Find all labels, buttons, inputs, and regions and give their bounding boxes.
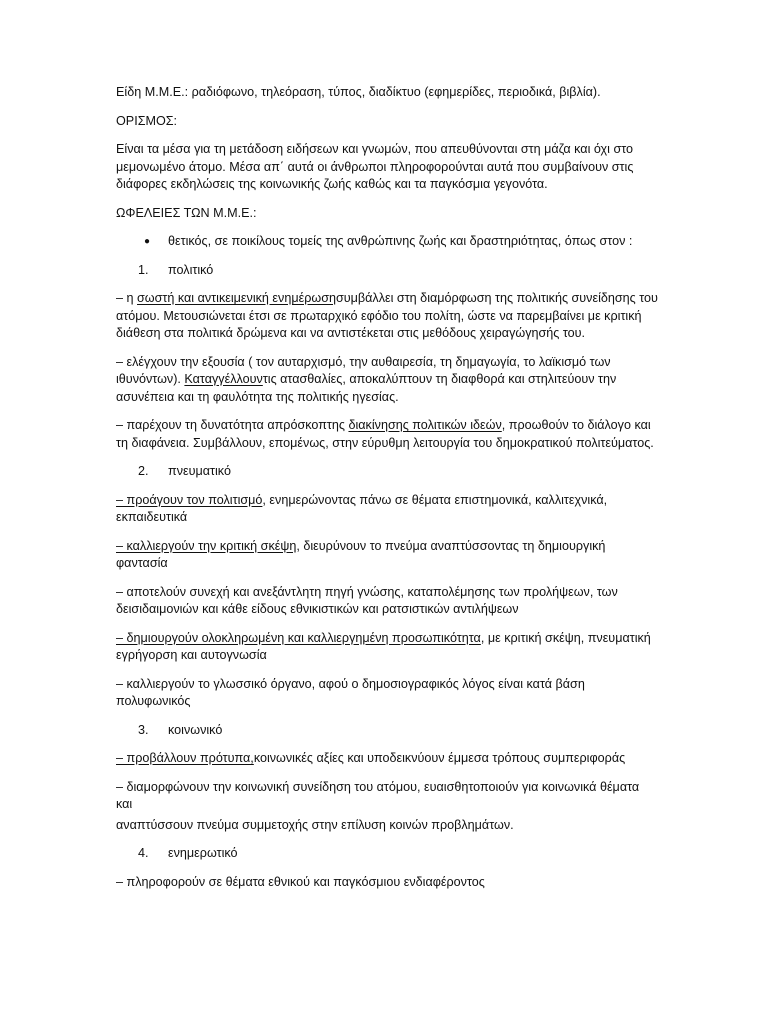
- section-title: πολιτικό: [168, 262, 214, 277]
- text-run: , ενημερώνοντας πάνω σε θέματα επιστημονικά, καλλιτεχνικά, εκπαιδευτικά: [116, 492, 608, 524]
- social-paragraph-3: αναπτύσσουν πνεύμα συμμετοχής στην επίλυση κοινών προβλημάτων.: [116, 817, 514, 832]
- text-run: – η: [116, 291, 138, 305]
- underlined-phrase: σωστή και αντικειμενική ενημέρωση: [137, 291, 336, 305]
- spiritual-paragraph-2: [116, 538, 658, 573]
- section-number: 2.: [138, 464, 149, 478]
- benefits-bullet-item: [116, 233, 658, 251]
- underlined-phrase: – δημιουργούν ολοκληρωμένη και καλλιεργημένη προσωπικότητα: [116, 630, 481, 645]
- section-title: πνευματικό: [168, 464, 231, 478]
- section-title: κοινωνικό: [168, 722, 223, 737]
- underlined-phrase: διακίνησης πολιτικών ιδεών: [348, 418, 502, 432]
- text-run: συμβάλλει στη διαμόρφωση της πολιτικής συνείδησης του ατόμου. Μετουσιώνεται έτσι σε πρωταρχικό εφόδιο του πολίτη, ώστε να παρεμβαίνει με κριτική διάθεση στα πολιτικά δρώμενα και να αντιστέκεται στις μεθόδους χειραγώγησής του.: [116, 291, 658, 340]
- section-heading-social: [116, 722, 658, 740]
- text-run: – παρέχουν τη δυνατότητα απρόσκοπτης: [116, 418, 349, 432]
- underlined-phrase: – προάγουν τον πολιτισμό: [116, 492, 263, 507]
- section-title: ενημερωτικό: [168, 846, 238, 860]
- text-run: – ελέγχουν την εξουσία ( τον αυταρχισμό, την αυθαιρεσία, τη δημαγωγία, το λαϊκισμό των ιθυνόντων).: [116, 354, 611, 386]
- social-paragraph-2: – διαμορφώνουν την κοινωνική συνείδηση του ατόμου, ευαισθητοποιούν για κοινωνικά θέματα και: [116, 779, 640, 811]
- section-number: 4.: [138, 846, 149, 860]
- spiritual-paragraph-3: – αποτελούν συνεχή και ανεξάντλητη πηγή γνώσης, καταπολέμησης των προλήψεων, των δεισιδαιμονιών και κάθε είδους εθνικιστικών και ρατσιστικών αντιλήψεων: [116, 584, 618, 616]
- spiritual-paragraph-1: [116, 492, 658, 527]
- text-run: τις ατασθαλίες, αποκαλύπτουν τη διαφθορά και στηλιτεύουν την ασυνέπεια και τη φαυλότητα της πολιτικής ηγεσίας.: [116, 372, 617, 404]
- political-paragraph-3: [116, 417, 658, 452]
- underlined-phrase: Καταγγέλλουν: [184, 372, 263, 386]
- section-number: 1.: [138, 262, 149, 277]
- section-heading-spiritual: [116, 463, 658, 481]
- text-run: , διευρύνουν το πνεύμα αναπτύσσοντας τη δημιουργική φαντασία: [116, 538, 606, 570]
- underlined-phrase: – καλλιεργούν την κριτική σκέψη: [116, 538, 297, 553]
- section-number: 3.: [138, 722, 149, 737]
- political-paragraph-2: [116, 354, 658, 407]
- spiritual-paragraph-5: – καλλιεργούν το γλωσσικό όργανο, αφού ο δημοσιογραφικός λόγος είναι κατά βάση πολυφωνικός: [116, 676, 585, 708]
- political-paragraph-1: [116, 290, 658, 343]
- text-run: , προωθούν το διάλογο και τη διαφάνεια. Συμβάλλουν, επομένως, στην εύρυθμη λειτουργία του δημοκρατικού πολιτεύματος.: [116, 418, 654, 450]
- social-paragraph-1: [116, 750, 658, 768]
- benefits-heading: ΩΦΕΛΕΙΕΣ ΤΩΝ Μ.Μ.Ε.:: [116, 205, 257, 220]
- section-heading-informative: [116, 845, 658, 863]
- bullet-text: θετικός, σε ποικίλους τομείς της ανθρώπινης ζωής και δραστηριότητας, όπως στον :: [168, 234, 633, 248]
- definition-heading: ΟΡΙΣΜΟΣ:: [116, 113, 178, 128]
- text-run: κοινωνικές αξίες και υποδεικνύουν έμμεσα τρόπους συμπεριφοράς: [253, 751, 626, 765]
- definition-paragraph: Είναι τα μέσα για τη μετάδοση ειδήσεων και γνωμών, που απευθύνονται στη μάζα και όχι στο μεμονωμένο άτομο. Μέσα απ΄ αυτά οι άνθρωποι πληροφορούνται αυτά που συμβαίνουν στις διάφορες εκδηλώσεις της κοινωνικής ζωής καθώς και τα παγκόσμια γεγονότα.: [116, 142, 634, 191]
- section-heading-political: [116, 262, 658, 280]
- intro-paragraph: Είδη Μ.Μ.Ε.: ραδιόφωνο, τηλεόραση, τύπος, διαδίκτυο (εφημερίδες, περιοδικά, βιβλία).: [116, 85, 601, 99]
- bullet-icon: ●: [144, 236, 151, 247]
- informative-paragraph-1: – πληροφορούν σε θέματα εθνικού και παγκόσμιου ενδιαφέροντος: [116, 874, 485, 889]
- spiritual-paragraph-4: [116, 630, 658, 665]
- underlined-phrase: – προβάλλουν πρότυπα,: [116, 751, 254, 765]
- text-run: , με κριτική σκέψη, πνευματική εγρήγορση και αυτογνωσία: [116, 630, 651, 662]
